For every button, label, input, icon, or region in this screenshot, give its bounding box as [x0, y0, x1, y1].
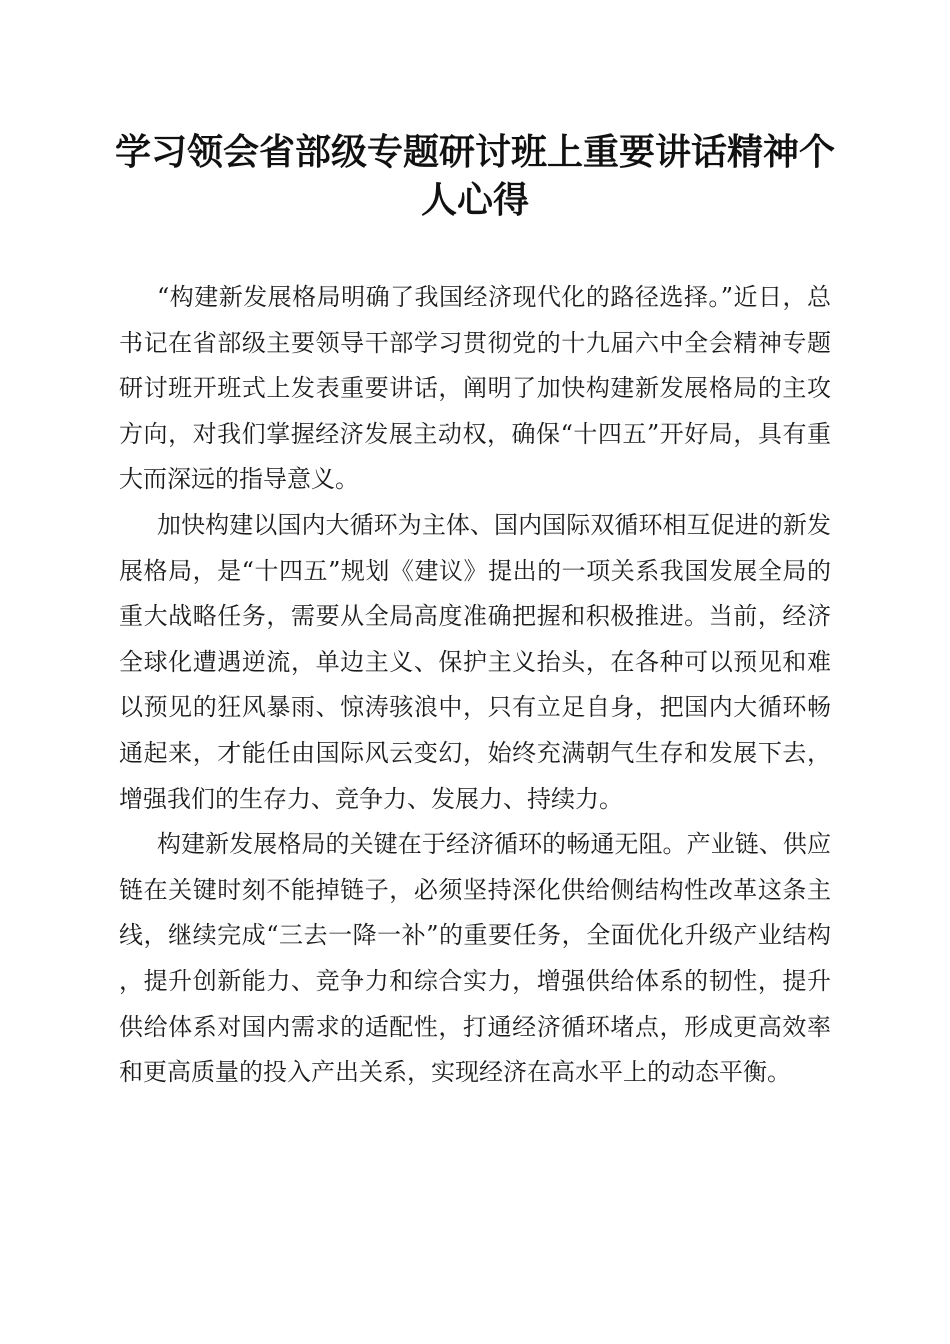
document-body — [119, 275, 831, 1096]
paragraph-2: 加快构建以国内大循环为主体、国内国际双循环相互促进的新发展格局，是“十四五”规划《建议》提出的一项关系我国发展全局的重大战略任务，需要从全局高度准确把握和积极推进。当前，经济全球化遭遇逆流，单边主义、保护主义抬头，在各种可以预见和难以预见的狂风暴雨、惊涛骇浪中，只有立足自身，把国内大循环畅通起来，才能任由国际风云变幻，始终充满朝气生存和发展下去，增强我们的生存力、竞争力、发展力、持续力。 — [119, 510, 831, 813]
document-title: 学习领会省部级专题研讨班上重要讲话精神个人心得 — [114, 131, 835, 221]
paragraph-3: 构建新发展格局的关键在于经济循环的畅通无阻。产业链、供应链在关键时刻不能掉链子，必须坚持深化供给侧结构性改革这条主线，继续完成“三去一降一补”的重要任务，全面优化升级产业结构，提升创新能力、竞争力和综合实力，增强供给体系的韧性，提升供给体系对国内需求的适配性，打通经济循环堵点，形成更高效率和更高质量的投入产出关系，实现经济在高水平上的动态平衡。 — [119, 830, 831, 1087]
paragraph-1: “构建新发展格局明确了我国经济现代化的路径选择。”近日，总书记在省部级主要领导干部学习贯彻党的十九届六中全会精神专题研讨班开班式上发表重要讲话，阐明了加快构建新发展格局的主攻方向，对我们掌握经济发展主动权，确保“十四五”开好局，具有重大而深远的指导意义。 — [119, 283, 831, 494]
